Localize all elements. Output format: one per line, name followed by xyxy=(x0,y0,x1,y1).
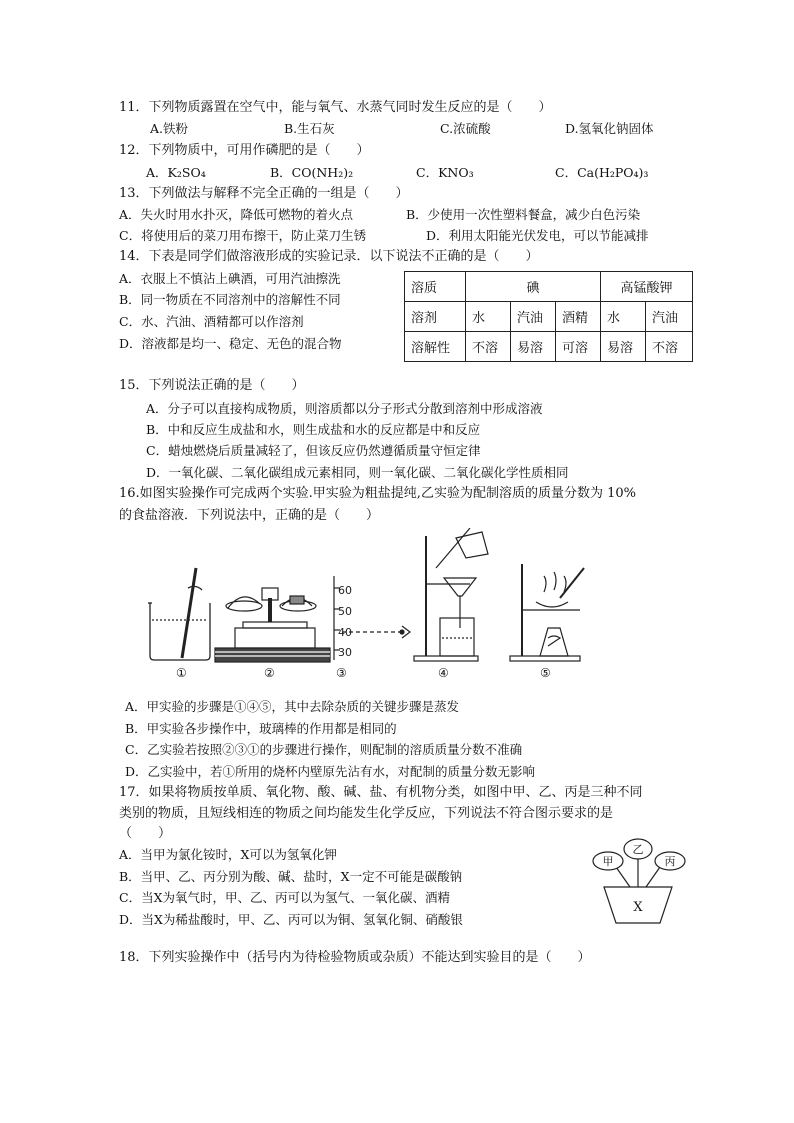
q11-option-a: A.铁粉 xyxy=(150,121,189,136)
q11-option-d: D.氢氧化钠固体 xyxy=(565,121,654,136)
q16-option-d: D．乙实验中，若①所用的烧杯内壁原先沾有水，对配制的质量分数无影响 xyxy=(125,764,536,779)
q13-option-b: B．少使用一次性塑料餐盒，减少白色污染 xyxy=(406,207,641,222)
q15-stem: 15．下列说法正确的是（ ） xyxy=(119,378,305,393)
figure-label-1: ① xyxy=(176,666,187,680)
table-cell: 碘 xyxy=(466,272,601,302)
lab-apparatus-figure xyxy=(140,528,600,690)
q16-stem-line2: 的食盐溶液．下列说法中，正确的是（ ） xyxy=(119,508,380,523)
q13-option-a: A．失火时用水扑灭，降低可燃物的着火点 xyxy=(119,207,354,222)
q11-option-b: B.生石灰 xyxy=(284,121,335,136)
q17-option-d: D．当X为稀盐酸时，甲、乙、丙可以为铜、氢氧化铜、硝酸银 xyxy=(119,912,463,927)
q12-option-c: C．KNO₃ xyxy=(416,165,474,180)
table-row xyxy=(405,302,693,332)
table-cell: 可溶 xyxy=(556,332,601,362)
table-row xyxy=(405,272,693,302)
cylinder-tick-label: 30 xyxy=(338,646,352,659)
q16-stem-line1: 16.如图实验操作可完成两个实验.甲实验为粗盐提纯,乙实验为配制溶质的质量分数为 10% xyxy=(119,486,636,501)
q14-option-b: B．同一物质在不同溶剂中的溶解性不同 xyxy=(119,292,341,307)
table-cell: 不溶 xyxy=(466,332,511,362)
cylinder-tick-label: 60 xyxy=(338,584,352,597)
q16-option-a: A．甲实验的步骤是①④⑤，其中去除杂质的关键步骤是蒸发 xyxy=(125,699,460,714)
q12-stem: 12．下列物质中，可用作磷肥的是（ ） xyxy=(119,143,370,158)
table-cell: 水 xyxy=(466,302,511,332)
q15-option-d: D．一氧化碳、二氧化碳组成元素相同，则一氧化碳、二氧化碳化学性质相同 xyxy=(146,465,569,480)
flower-pot-icon xyxy=(586,835,690,927)
q14-stem: 14．下表是同学们做溶液形成的实验记录．以下说法不正确的是（ ） xyxy=(119,249,539,264)
apparatus-drawing xyxy=(140,528,600,690)
q14-option-a: A．衣服上不慎沾上碘酒，可用汽油擦洗 xyxy=(119,271,341,286)
q17-stem-line1: 17．如果将物质按单质、氧化物、酸、碱、盐、有机物分类，如图中甲、乙、丙是三种不同 xyxy=(119,785,643,800)
q11-option-c: C.浓硫酸 xyxy=(440,121,491,136)
table-cell: 不溶 xyxy=(646,332,693,362)
label-x: X xyxy=(633,900,643,915)
beaker-stirring-icon xyxy=(148,568,210,660)
table-cell: 汽油 xyxy=(511,302,556,332)
table-cell: 易溶 xyxy=(601,332,646,362)
figure-label-2: ② xyxy=(264,666,275,680)
q13-option-c: C．将使用后的菜刀用布擦干，防止菜刀生锈 xyxy=(119,228,367,243)
q15-option-a: A．分子可以直接构成物质，则溶质都以分子形式分散到溶剂中形成溶液 xyxy=(146,401,543,416)
solubility-table xyxy=(404,271,693,362)
table-cell: 酒精 xyxy=(556,302,601,332)
q13-stem: 13．下列做法与解释不完全正确的一组是（ ） xyxy=(119,186,409,201)
q18-stem: 18．下列实验操作中（括号内为待检验物质或杂质）不能达到实验目的是（ ） xyxy=(119,950,591,965)
cylinder-tick-label: 50 xyxy=(338,605,352,618)
q14-option-c: C．水、汽油、酒精都可以作溶剂 xyxy=(119,314,304,329)
table-cell: 水 xyxy=(601,302,646,332)
q16-option-c: C．乙实验若按照②③①的步骤进行操作，则配制的溶质质量分数不准确 xyxy=(125,742,523,757)
q11-stem: 11．下列物质露置在空气中，能与氧气、水蒸气同时发生反应的是（ ） xyxy=(119,100,552,115)
table-cell: 易溶 xyxy=(511,332,556,362)
q17-option-c: C．当X为氧气时，甲、乙、丙可以为氢气、一氧化碳、酒精 xyxy=(119,890,450,905)
label-bing: 丙 xyxy=(664,855,676,868)
flower-pot-diagram xyxy=(586,835,690,927)
label-jia: 甲 xyxy=(602,855,614,868)
q16-option-b: B．甲实验各步操作中，玻璃棒的作用都是相同的 xyxy=(125,721,397,736)
q17-stem-line2: 类别的物质，且短线相连的物质之间均能发生化学反应，下列说法不符合图示要求的是 xyxy=(119,806,614,821)
table-cell: 高锰酸钾 xyxy=(601,272,693,302)
table-cell: 溶解性 xyxy=(405,332,466,362)
q13-option-d: D．利用太阳能光伏发电，可以节能减排 xyxy=(426,228,649,243)
cylinder-tick-label: 40 xyxy=(338,626,352,639)
label-yi: 乙 xyxy=(632,843,644,856)
table-row xyxy=(405,332,693,362)
q15-option-b: B．中和反应生成盐和水，则生成盐和水的反应都是中和反应 xyxy=(146,422,481,437)
figure-label-3: ③ xyxy=(336,666,347,680)
q17-option-a: A．当甲为氯化铵时，X可以为氢氧化钾 xyxy=(119,847,337,862)
q17-option-b: B．当甲、乙、丙分别为酸、碱、盐时，X一定不可能是碳酸钠 xyxy=(119,869,463,884)
table-cell: 汽油 xyxy=(646,302,693,332)
figure-label-4: ④ xyxy=(438,666,449,680)
filtration-icon xyxy=(414,528,488,661)
q12-option-a: A．K₂SO₄ xyxy=(146,165,206,180)
cylinder-scale xyxy=(338,584,352,659)
figure-label-5: ⑤ xyxy=(540,666,551,680)
q14-option-d: D．溶液都是均一、稳定、无色的混合物 xyxy=(119,336,342,351)
q12-option-b: B．CO(NH₂)₂ xyxy=(270,165,354,180)
evaporation-icon xyxy=(510,564,584,661)
q15-option-c: C．蜡烛燃烧后质量减轻了，但该反应仍然遵循质量守恒定律 xyxy=(146,443,481,458)
q17-stem-line3: （ ） xyxy=(119,826,172,841)
table-cell: 溶剂 xyxy=(405,302,466,332)
table-cell: 溶质 xyxy=(405,272,466,302)
balance-icon xyxy=(215,588,330,662)
q12-option-d: C．Ca(H₂PO₄)₃ xyxy=(555,165,649,180)
